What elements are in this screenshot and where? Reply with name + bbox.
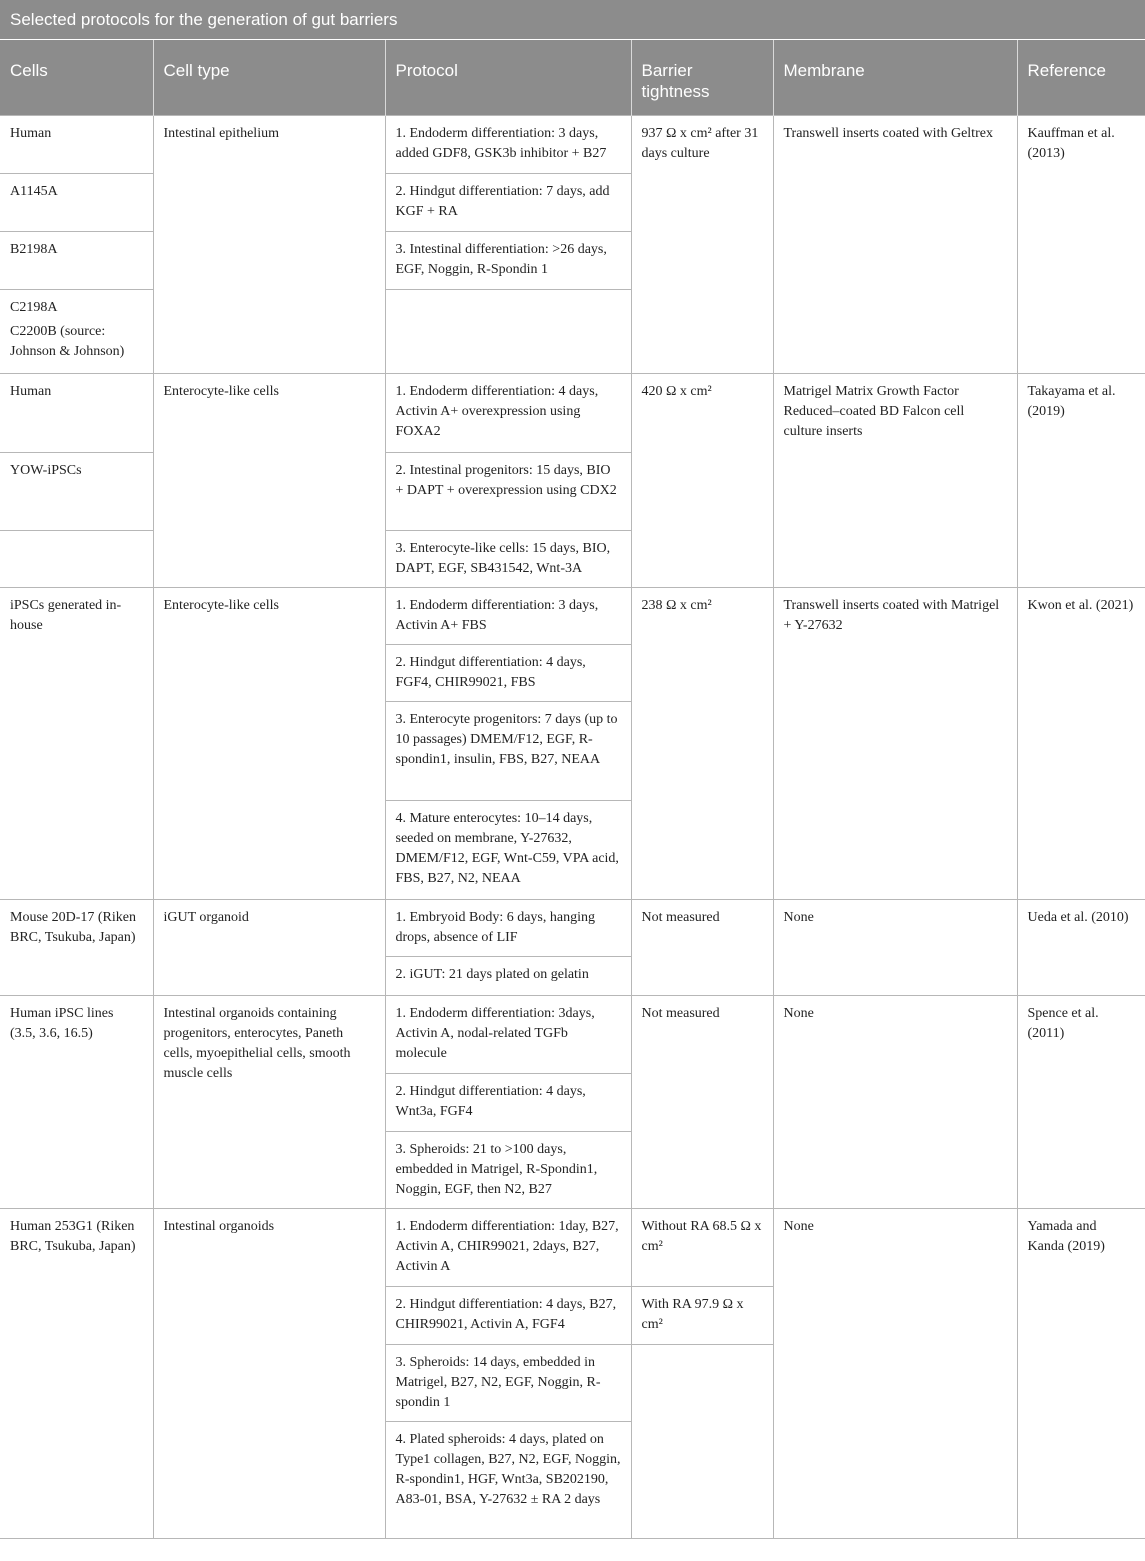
table-row: [0, 899, 1145, 956]
cell-reference: Spence et al. (2011): [1017, 995, 1145, 1208]
cell-cells: YOW-iPSCs: [0, 452, 153, 530]
cell-cells: Human iPSC lines (3.5, 3.6, 16.5): [0, 995, 153, 1208]
protocols-table: [0, 40, 1145, 1539]
cell-membrane: None: [773, 995, 1017, 1208]
cell-cells: A1145A: [0, 173, 153, 231]
cell-reference: Kauffman et al. (2013): [1017, 115, 1145, 373]
table-row: [0, 115, 1145, 173]
table-row: [0, 1208, 1145, 1286]
cell-protocol: 2. Intestinal progenitors: 15 days, BIO + DAPT + overexpression using CDX2: [385, 452, 631, 530]
cell-barrier: Without RA 68.5 Ω x cm²: [631, 1208, 773, 1286]
cell-barrier: [631, 1344, 773, 1538]
cell-cells: Human: [0, 115, 153, 173]
header-barrier-tightness: Barrier tightness: [631, 40, 773, 115]
cell-line: C2200B (source: Johnson & Johnson): [10, 323, 125, 359]
header-membrane: Membrane: [773, 40, 1017, 115]
cell-reference: Takayama et al. (2019): [1017, 373, 1145, 587]
cell-barrier: 238 Ω x cm²: [631, 587, 773, 899]
cell-reference: Kwon et al. (2021): [1017, 587, 1145, 899]
cell-barrier: Not measured: [631, 899, 773, 995]
table-row: [0, 587, 1145, 644]
cell-cell-type: Intestinal organoids containing progenitors, enterocytes, Paneth cells, myoepithelial cells, smooth muscle cells: [153, 995, 385, 1208]
cell-cell-type: iGUT organoid: [153, 899, 385, 995]
table-caption: Selected protocols for the generation of gut barriers: [0, 0, 1145, 40]
header-cell-type: Cell type: [153, 40, 385, 115]
cell-protocol: 1. Endoderm differentiation: 3 days, Activin A+ FBS: [385, 587, 631, 644]
cell-cell-type: Intestinal epithelium: [153, 115, 385, 373]
cell-protocol: 1. Endoderm differentiation: 3days, Activin A, nodal-related TGFb molecule: [385, 995, 631, 1073]
cell-barrier: 937 Ω x cm² after 31 days culture: [631, 115, 773, 373]
cell-protocol: 3. Enterocyte-like cells: 15 days, BIO, DAPT, EGF, SB431542, Wnt-3A: [385, 530, 631, 587]
cell-protocol: 2. iGUT: 21 days plated on gelatin: [385, 956, 631, 995]
cell-reference: Yamada and Kanda (2019): [1017, 1208, 1145, 1538]
cell-cells: Mouse 20D-17 (Riken BRC, Tsukuba, Japan): [0, 899, 153, 995]
cell-cell-type: Intestinal organoids: [153, 1208, 385, 1538]
cell-protocol: 4. Mature enterocytes: 10–14 days, seeded on membrane, Y-27632, DMEM/F12, EGF, Wnt-C59, VPA acid, FBS, B27, N2, NEAA: [385, 800, 631, 899]
cell-cell-type: Enterocyte-like cells: [153, 373, 385, 587]
cell-reference: Ueda et al. (2010): [1017, 899, 1145, 995]
cell-protocol: 2. Hindgut differentiation: 4 days, Wnt3a, FGF4: [385, 1073, 631, 1131]
table-row: [0, 373, 1145, 452]
cell-protocol: 1. Embryoid Body: 6 days, hanging drops, absence of LIF: [385, 899, 631, 956]
header-row: [0, 40, 1145, 115]
cell-protocol: 3. Intestinal differentiation: >26 days, EGF, Noggin, R-Spondin 1: [385, 231, 631, 289]
cell-protocol: 2. Hindgut differentiation: 4 days, B27, CHIR99021, Activin A, FGF4: [385, 1286, 631, 1344]
cell-membrane: None: [773, 899, 1017, 995]
cell-protocol: 3. Spheroids: 14 days, embedded in Matrigel, B27, N2, EGF, Noggin, R-spondin 1: [385, 1344, 631, 1421]
cell-cells: Human: [0, 373, 153, 452]
table-row: [0, 995, 1145, 1073]
cell-barrier: 420 Ω x cm²: [631, 373, 773, 587]
cell-barrier: Not measured: [631, 995, 773, 1208]
cell-cells: [0, 289, 153, 373]
cell-cells: iPSCs generated in-house: [0, 587, 153, 899]
cell-protocol: 4. Plated spheroids: 4 days, plated on Type1 collagen, B27, N2, EGF, Noggin, R-spondin1, HGF, Wnt3a, SB202190, A83-01, BSA, Y-27632 ± RA 2 days: [385, 1421, 631, 1538]
cell-protocol: 2. Hindgut differentiation: 4 days, FGF4, CHIR99021, FBS: [385, 644, 631, 701]
cell-cells: Human 253G1 (Riken BRC, Tsukuba, Japan): [0, 1208, 153, 1538]
cell-barrier: With RA 97.9 Ω x cm²: [631, 1286, 773, 1344]
cell-cell-type: Enterocyte-like cells: [153, 587, 385, 899]
cell-cells: [0, 530, 153, 587]
cell-membrane: Transwell inserts coated with Geltrex: [773, 115, 1017, 373]
cell-protocol: [385, 289, 631, 373]
header-protocol: Protocol: [385, 40, 631, 115]
cell-membrane: None: [773, 1208, 1017, 1538]
cell-cells: B2198A: [0, 231, 153, 289]
cell-protocol: 1. Endoderm differentiation: 3 days, added GDF8, GSK3b inhibitor + B27: [385, 115, 631, 173]
cell-protocol: 3. Spheroids: 21 to >100 days, embedded in Matrigel, R-Spondin1, Noggin, EGF, then N2, B27: [385, 1131, 631, 1208]
header-cells: Cells: [0, 40, 153, 115]
cell-membrane: Transwell inserts coated with Matrigel + Y-27632: [773, 587, 1017, 899]
cell-membrane: Matrigel Matrix Growth Factor Reduced–coated BD Falcon cell culture inserts: [773, 373, 1017, 587]
cell-protocol: 1. Endoderm differentiation: 4 days, Activin A+ overexpression using FOXA2: [385, 373, 631, 452]
header-reference: Reference: [1017, 40, 1145, 115]
cell-protocol: 1. Endoderm differentiation: 1day, B27, Activin A, CHIR99021, 2days, B27, Activin A: [385, 1208, 631, 1286]
cell-protocol: 2. Hindgut differentiation: 7 days, add KGF + RA: [385, 173, 631, 231]
cell-protocol: 3. Enterocyte progenitors: 7 days (up to 10 passages) DMEM/F12, EGF, R-spondin1, insulin, FBS, B27, NEAA: [385, 701, 631, 800]
cell-line: C2198A: [10, 299, 58, 315]
